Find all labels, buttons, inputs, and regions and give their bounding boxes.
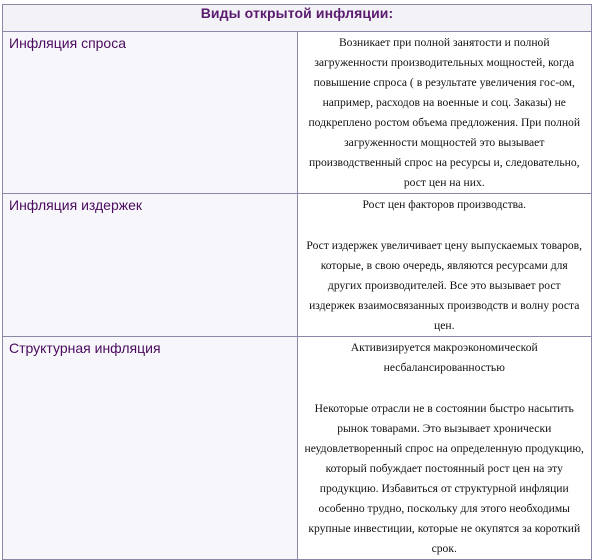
row-description-paragraph: Активизируется макроэкономической несбалансированностью [350, 341, 538, 374]
row-description-cell [297, 337, 592, 560]
inflation-types-table-wrapper [2, 4, 592, 555]
row-name-cell [3, 337, 298, 560]
table-title: Виды открытой инфляции: [200, 5, 394, 21]
table-row [3, 337, 592, 560]
table-title-cell [3, 5, 592, 32]
row-description-cell [297, 194, 592, 337]
table-row [3, 32, 592, 194]
row-name-cost-inflation: Инфляция издержек [9, 197, 143, 213]
row-description-paragraph: Возникает при полной занятости и полной загруженности производительных мощностей, когда повышение спроса ( в результате увеличения гос-ом, например, расходов на военные и соц. Заказы) не подкреплено ростом объема предложения. При полной загруженности мощностей это вызывает производственный спрос на ресурсы и, следовательно, рост цен на них. [308, 36, 581, 189]
row-description-paragraph: Рост цен факторов производства. [362, 198, 527, 211]
row-name-structural-inflation: Структурная инфляция [9, 340, 161, 356]
table-row [3, 194, 592, 337]
row-name-cell [3, 194, 298, 337]
row-name-demand-inflation: Инфляция спроса [9, 35, 127, 51]
row-name-cell [3, 32, 298, 194]
row-description-cell [297, 32, 592, 194]
row-description-paragraph: Рост издержек увеличивает цену выпускаемых товаров, которые, в свою очередь, являются ресурсами для других производителей. Все это вызывает рост издержек взаимосвязанных производств и волну роста цен. [306, 239, 583, 332]
inflation-types-table [2, 4, 592, 560]
row-description-paragraph: Некоторые отрасли не в состоянии быстро насытить рынок товарами. Это вызывает хронически неудовлетворенный спрос на определенную продукцию, который побуждает постоянный рост цен на эту продукцию. Избавиться от структурной инфляции особенно трудно, поскольку для этого необходимы крупные инвестиции, которые не окупятся за короткий срок. [304, 402, 584, 555]
